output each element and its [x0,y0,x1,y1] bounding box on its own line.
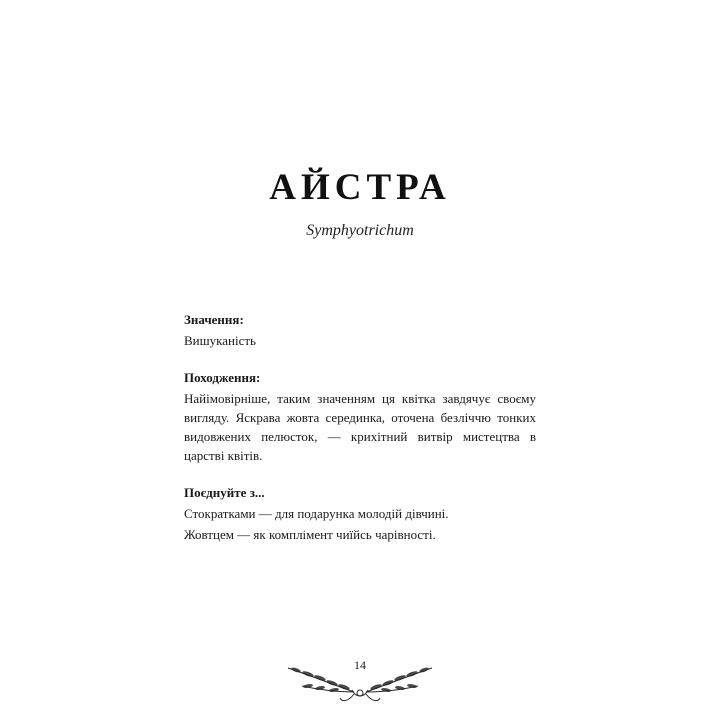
origin-text: Найімовірніше, таким значенням ця квітка завдячує своєму вигляду. Яскрава жовта серединка, оточена безліччю тонких видовжених пелюсток, — крихітний витвір мистецтва в царстві квітів. [184,391,536,463]
combine-heading: Поєднуйте з... [184,485,265,500]
flower-description [184,310,536,562]
combine-item: Жовтцем — як комплімент чиїйсь чарівності. [184,527,436,542]
combine-section [184,483,536,544]
page-title: АЙСТРА [269,167,451,208]
page-number: 14 [354,658,366,672]
combine-item: Стократками — для подарунка молодій дівчині. [184,506,449,521]
latin-name: Symphyotrichum [306,222,414,239]
origin-section [184,368,536,465]
page-footer [282,656,438,704]
meaning-heading: Значення: [184,312,244,327]
meaning-section [184,310,536,350]
meaning-text: Вишуканість [184,333,256,348]
origin-heading: Походження: [184,370,261,385]
